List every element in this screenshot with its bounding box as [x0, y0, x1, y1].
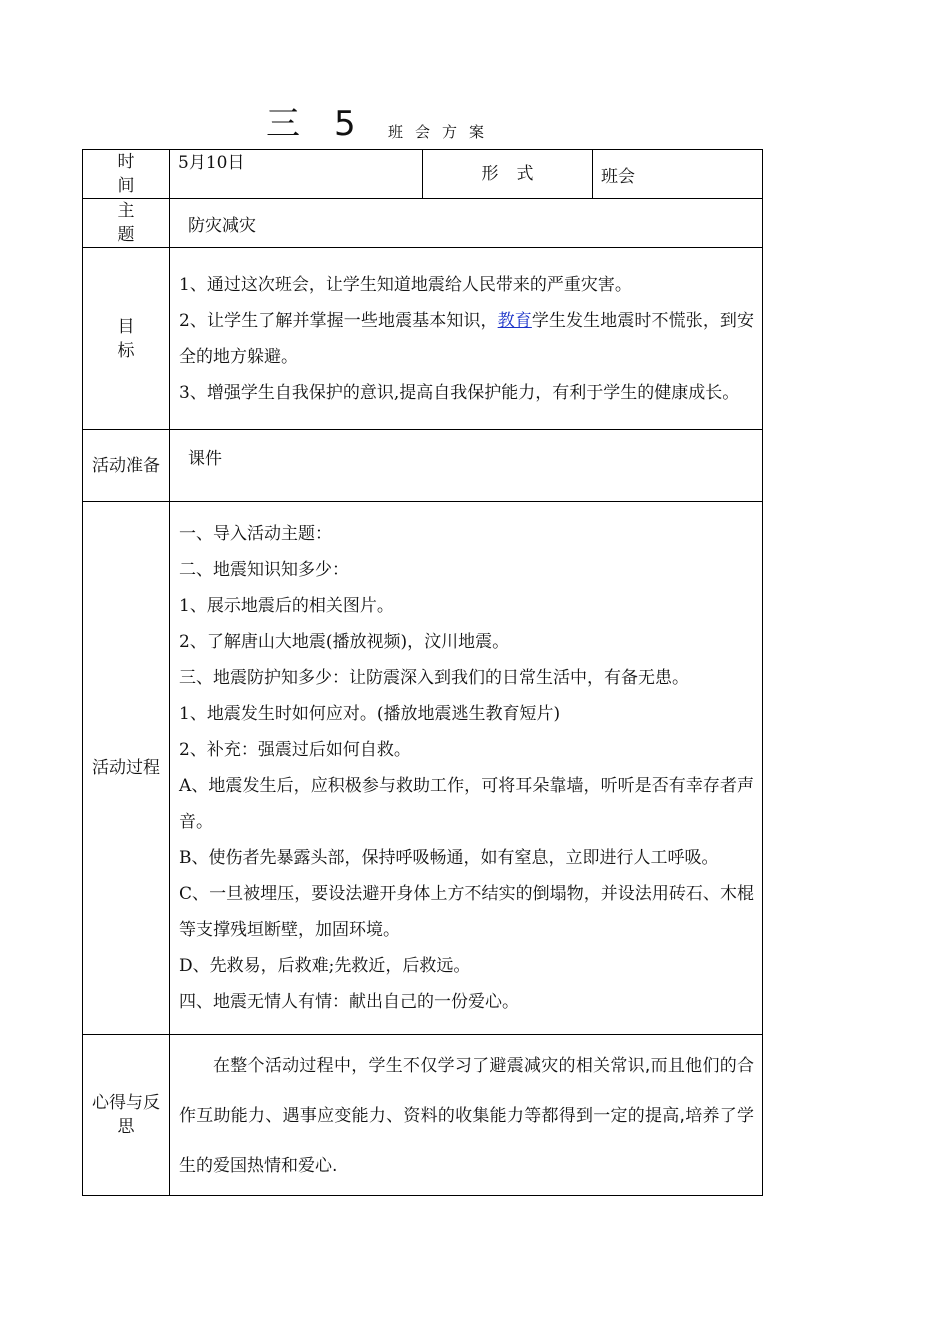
education-link[interactable]: 教育	[497, 310, 532, 331]
process-line: 2、了解唐山大地震(播放视频)，汶川地震。	[179, 632, 510, 652]
row-goal	[83, 248, 763, 430]
reflect-label: 心得与反思	[83, 1035, 170, 1196]
process-line: 三、地震防护知多少：让防震深入到我们的日常生活中，有备无患。	[179, 668, 689, 688]
process-label: 活动过程	[83, 502, 170, 1035]
process-line: 2、补充：强震过后如何自救。	[179, 740, 411, 760]
goal-line-3: 3、增强学生自我保护的意识,提高自我保护能力，有利于学生的健康成长。	[179, 382, 740, 403]
goal-line-2	[179, 303, 754, 375]
prep-value: 课件	[170, 430, 763, 502]
row-time	[83, 150, 763, 199]
goal-content	[170, 248, 763, 430]
process-line: 一、导入活动主题：	[179, 524, 332, 544]
process-line: 二、地震知识知多少：	[179, 560, 349, 580]
goal-line-1: 1、通过这次班会，让学生知道地震给人民带来的严重灾害。	[179, 274, 632, 295]
row-process	[83, 502, 763, 1035]
title-label: 班会方案	[388, 123, 497, 141]
prep-label: 活动准备	[83, 430, 170, 502]
topic-label: 主题	[83, 199, 170, 248]
process-line: B、使伤者先暴露头部，保持呼吸畅通，如有窒息，立即进行人工呼吸。	[179, 848, 719, 868]
reflect-content	[170, 1035, 763, 1196]
process-line: D、先救易，后救难;先救近，后救远。	[179, 956, 471, 976]
goal-label: 目标	[83, 248, 170, 430]
time-label: 时间	[83, 150, 170, 199]
process-line: C、一旦被埋压，要设法避开身体上方不结实的倒塌物，并设法用砖石、木棍等支撑残垣断壁，加固环境。	[179, 884, 754, 940]
process-content	[170, 502, 763, 1035]
document-title	[0, 104, 950, 144]
form-value: 班会	[593, 150, 763, 199]
row-prep	[83, 430, 763, 502]
title-grade: 三	[266, 104, 300, 144]
goal-line-2-end: 学生发生地震时不慌张，到安全的地方躲避。	[179, 310, 755, 367]
plan-table	[82, 149, 763, 1196]
reflect-text: 在整个活动过程中，学生不仅学习了避震减灾的相关常识,而且他们的合作互助能力、遇事应变能力、资料的收集能力等都得到一定的提高,培养了学生的爱国热情和爱心.	[179, 1056, 754, 1176]
goal-line-2-start: 2、让学生了解并掌握一些地震基本知识，	[179, 310, 498, 331]
row-topic	[83, 199, 763, 248]
process-line: 四、地震无情人有情：献出自己的一份爱心。	[179, 992, 519, 1012]
form-label: 形式	[423, 150, 593, 199]
process-line: A、地震发生后，应积极参与救助工作，可将耳朵靠墙，听听是否有幸存者声音。	[179, 776, 754, 832]
title-class: 5	[334, 104, 356, 144]
process-line: 1、展示地震后的相关图片。	[179, 596, 394, 616]
row-reflect	[83, 1035, 763, 1196]
topic-value: 防灾减灾	[170, 199, 763, 248]
process-line: 1、地震发生时如何应对。(播放地震逃生教育短片)	[179, 704, 561, 724]
time-value: 5月10日	[170, 150, 423, 199]
